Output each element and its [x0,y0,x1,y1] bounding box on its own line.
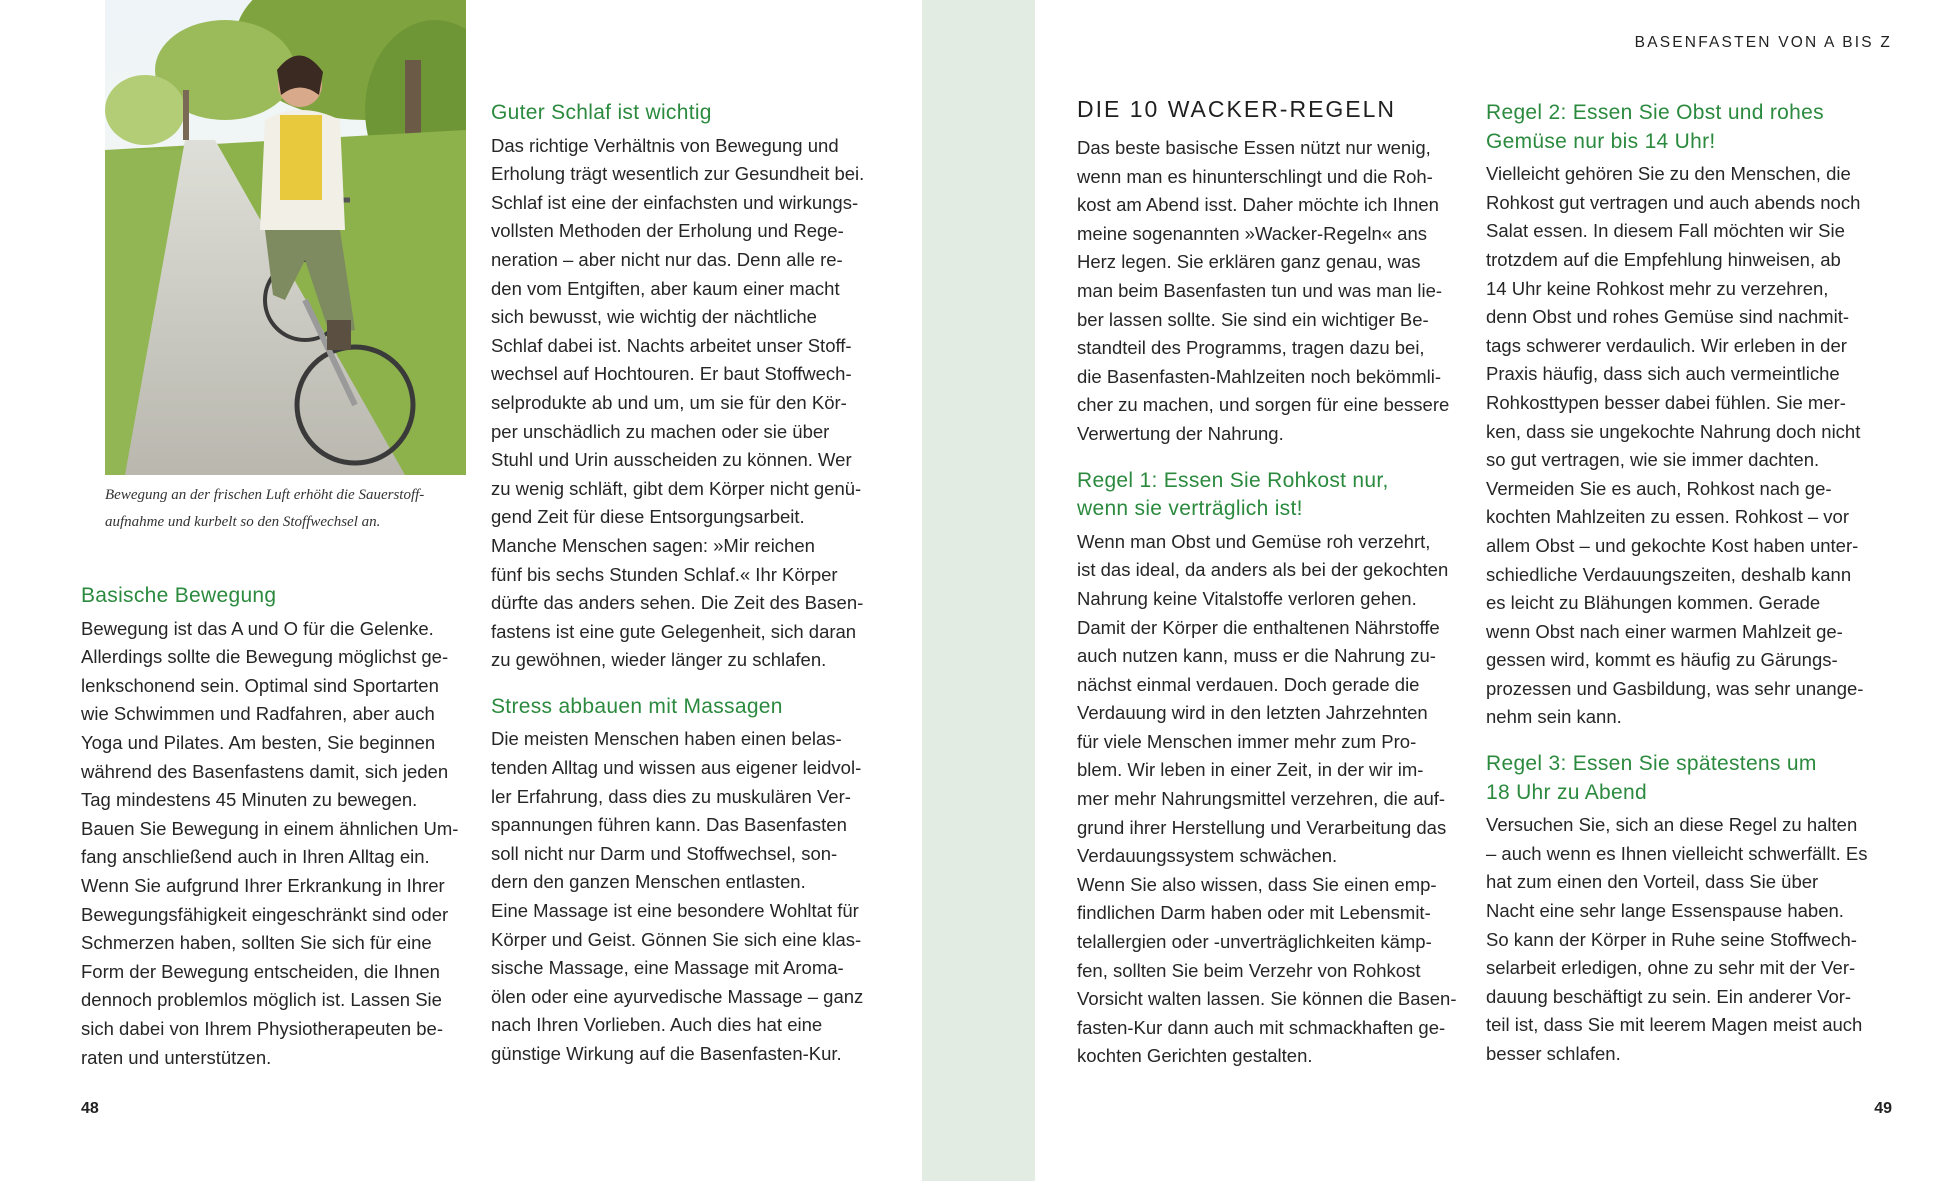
text-line: schiedliche Verdauungszeiten, deshalb kann [1486,563,1852,585]
text-line: lenkschonend sein. Optimal sind Sportarten [81,674,439,696]
text-line: besser schlafen. [1486,1043,1621,1064]
text-line: ist das ideal, da anders als bei der gekochten [1077,559,1449,581]
text-line: allem Obst – und gekochte Kost haben unter- [1486,534,1859,556]
text-line: Vermeiden Sie es auch, Rohkost nach ge- [1486,477,1832,499]
text-line: Schlaf ist eine der einfachsten und wirkungs- [491,191,859,213]
text-line: fastens ist eine gute Gelegenheit, sich daran [491,620,857,642]
text-line: kost am Abend isst. Daher möchte ich Ihnen [1077,194,1439,216]
text-line: günstige Wirkung auf die Basenfasten-Kur. [491,1043,842,1064]
text-line: dürfte das anders sehen. Die Zeit des Basen- [491,592,864,614]
text-line: den vom Entgiften, aber kaum einer macht [491,277,840,299]
chapter-title: DIE 10 WACKER-REGELN [1077,96,1397,122]
text-line: für viele Menschen immer mehr zum Pro- [1077,730,1417,752]
body-paragraph [1486,811,1881,1068]
heading-line: Regel 3: Essen Sie spätestens um [1486,752,1817,776]
text-line: meine sogenannten »Wacker-Regeln« ans [1077,222,1428,244]
text-line: Wenn Sie also wissen, dass Sie einen emp- [1077,873,1437,895]
body-paragraph [1077,871,1472,1071]
text-line: Stuhl und Urin ausscheiden zu können. Wer [491,449,852,471]
text-line: ölen oder eine ayurvedische Massage – ganz [491,985,864,1007]
text-line: fen, sollten Sie beim Verzehr von Rohkost [1077,959,1421,981]
text-line: cher zu machen, und sorgen für eine bessere [1077,394,1450,416]
text-line: Damit der Körper die enthaltenen Nährstoffe [1077,616,1440,638]
text-line: sich dabei von Ihrem Physiotherapeuten be- [81,1017,443,1039]
text-line: Schmerzen haben, sollten Sie sich für eine [81,932,432,954]
heading-line: Regel 2: Essen Sie Obst und rohes [1486,101,1824,124]
page-gutter [922,0,1035,1181]
left-page [0,0,922,1181]
text-line: selarbeit erledigen, ohne zu sehr mit der Ver- [1486,957,1856,979]
text-line: spannungen führen kann. Das Basenfasten [491,814,847,836]
text-line: blem. Wir leben in einer Zeit, in der wir im- [1077,759,1424,781]
section-heading: Stress abbauen mit Massagen [491,694,783,718]
body-paragraph [81,615,476,1073]
text-line: So kann der Körper in Ruhe seine Stoffwech- [1486,928,1857,950]
text-line: ber lassen sollte. Sie sind ein wichtiger Be- [1077,308,1429,330]
column-2 [491,99,886,1069]
text-line: fünf bis sechs Stunden Schlaf.« Ihr Körper [491,563,838,585]
text-line: standteil des Programms, tragen dazu bei, [1077,337,1425,359]
page-number: 48 [81,1100,99,1117]
caption-line: Bewegung an der frischen Luft erhöht die Sauerstoff- [105,487,425,503]
rule-heading [1486,750,1881,807]
text-line: tenden Alltag und wissen aus eigener leidvol- [491,757,862,779]
text-line: dern den ganzen Menschen entlasten. [491,871,806,893]
text-line: kochten Mahlzeiten zu essen. Rohkost – vor [1486,506,1849,528]
heading-line: Regel 1: Essen Sie Rohkost nur, [1077,468,1389,492]
text-line: Körper und Geist. Gönnen Sie sich eine klas- [491,928,862,950]
text-line: Die meisten Menschen haben einen belas- [491,728,842,750]
text-line: dauung beschäftigt zu sein. Ein anderer Vor- [1486,985,1852,1007]
text-line: – auch wenn es Ihnen vielleicht schwerfällt. Es [1486,842,1868,864]
text-line: auch nutzen kann, muss er die Nahrung zu- [1077,645,1436,667]
rule-heading [1077,467,1472,524]
text-line: gessen wird, kommt es häufig zu Gärungs- [1486,649,1838,671]
text-line: Form der Bewegung entscheiden, die Ihnen [81,960,440,982]
text-line: Yoga und Pilates. Am besten, Sie beginnen [81,731,436,753]
text-line: per unschädlich zu machen oder sie über [491,420,830,442]
text-line: neration – aber nicht nur das. Denn alle re- [491,248,843,270]
column-1 [81,582,476,1072]
text-line: raten und unterstützen. [81,1046,272,1068]
text-line: Wenn Sie aufgrund Ihrer Erkrankung in Ihrer [81,874,445,896]
heading-line: wenn sie verträglich ist! [1077,497,1303,521]
text-line: so gut vertragen, wie sie immer dachten. [1486,449,1820,471]
text-line: Praxis häufig, dass sich auch vermeintliche [1486,363,1840,385]
text-line: Vielleicht gehören Sie zu den Menschen, die [1486,163,1851,185]
text-line: Schlaf dabei ist. Nachts arbeitet unser Stoff- [491,334,852,356]
running-head: BASENFASTEN VON A BIS Z [1634,34,1892,51]
heading-line: Gemüse nur bis 14 Uhr! [1486,129,1716,153]
woman-riding-bicycle-photo [105,0,466,475]
body-paragraph [1077,134,1472,449]
body-paragraph [1077,528,1472,871]
body-paragraph [491,725,886,897]
text-line: trotzdem auf die Empfehlung hinweisen, ab [1486,248,1841,270]
text-line: Bewegung ist das A und O für die Gelenke. [81,617,434,639]
section-heading: Guter Schlaf ist wichtig [491,101,712,124]
text-line: wie Schwimmen und Radfahren, aber auch [81,703,435,725]
text-line: Herz legen. Sie erklären ganz genau, was [1077,251,1421,273]
column-3 [1077,94,1472,1071]
text-line: nach Ihren Vorlieben. Auch dies hat eine [491,1014,823,1036]
text-line: fang anschließend auch in Ihren Alltag ein. [81,846,430,868]
text-line: mer mehr Nahrungsmittel verzehren, die auf- [1077,788,1446,810]
heading-line: 18 Uhr zu Abend [1486,780,1647,804]
text-line: Erholung trägt wesentlich zur Gesundheit bei. [491,163,865,185]
text-line: Wenn man Obst und Gemüse roh verzehrt, [1077,530,1431,552]
text-line: wenn man es hinunterschlingt und die Roh- [1077,165,1433,187]
right-page [1035,0,1948,1181]
text-line: gend Zeit für diese Entsorgungsarbeit. [491,506,805,528]
text-line: soll nicht nur Darm und Stoffwechsel, son- [491,842,838,864]
text-line: Salat essen. In diesem Fall möchten wir Sie [1486,220,1845,242]
text-line: teil ist, dass Sie mit leerem Magen meist auch [1486,1014,1863,1036]
text-line: Allerdings sollte die Bewegung möglichst ge- [81,646,449,668]
text-line: findlichen Darm haben oder mit Lebensmit- [1077,902,1431,924]
photo-caption [105,482,460,536]
text-line: Vorsicht walten lassen. Sie können die Basen- [1077,988,1457,1010]
text-line: Verwertung der Nahrung. [1077,422,1284,444]
page-number: 49 [1874,1100,1892,1117]
text-line: die Basenfasten-Mahlzeiten noch bekömmli- [1077,365,1442,387]
caption-line: aufnahme und kurbelt so den Stoffwechsel an. [105,514,381,530]
text-line: 14 Uhr keine Rohkost mehr zu verzehren, [1486,277,1829,299]
text-line: Tag mindestens 45 Minuten zu bewegen. [81,789,418,811]
text-line: Bauen Sie Bewegung in einem ähnlichen Um- [81,817,459,839]
text-line: es leicht zu Blähungen kommen. Gerade [1486,592,1821,614]
column-4 [1486,99,1881,1069]
text-line: hat zum einen den Vorteil, dass Sie über [1486,871,1819,893]
text-line: Versuchen Sie, sich an diese Regel zu halten [1486,814,1858,836]
text-line: Verdauung wird in den letzten Jahrzehnten [1077,702,1428,724]
text-line: Das beste basische Essen nützt nur wenig, [1077,137,1431,158]
text-line: zu gewöhnen, wieder länger zu schlafen. [491,649,827,671]
text-line: Bewegungsfähigkeit eingeschränkt sind oder [81,903,449,925]
text-line: ken, dass sie ungekochte Nahrung doch nicht [1486,420,1861,442]
text-line: Eine Massage ist eine besondere Wohltat für [491,900,859,922]
text-line: vollsten Methoden der Erholung und Rege- [491,220,844,242]
text-line: selprodukte ab und um, um sie für den Kör- [491,391,847,413]
text-line: denn Obst und rohes Gemüse sind nachmit- [1486,306,1849,328]
text-line: wenn Obst nach einer warmen Mahlzeit ge- [1486,620,1843,642]
text-line: nehm sein kann. [1486,706,1622,728]
text-line: man beim Basenfasten tun und was man lie- [1077,279,1443,301]
text-line: dennoch problemlos möglich ist. Lassen Sie [81,989,442,1011]
text-line: prozessen und Gasbildung, was sehr unange- [1486,677,1864,699]
text-line: zu wenig schläft, gibt dem Körper nicht genü- [491,477,862,499]
text-line: nächst einmal verdauen. Doch gerade die [1077,673,1420,695]
text-line: Nahrung keine Vitalstoffe verloren gehen. [1077,587,1417,609]
body-paragraph [491,897,886,1069]
text-line: ler Erfahrung, dass dies zu muskulären Ver- [491,785,851,807]
text-line: sich bewusst, wie wichtig der nächtliche [491,306,817,328]
text-line: grund ihrer Herstellung und Verarbeitung das [1077,816,1447,838]
text-line: sische Massage, eine Massage mit Aroma- [491,957,844,979]
text-line: während des Basenfastens damit, sich jeden [81,760,449,782]
body-paragraph [491,132,886,675]
text-line: telallergien oder -unverträglichkeiten kämp- [1077,931,1432,953]
text-line: Rohkost gut vertragen und auch abends noch [1486,191,1861,213]
body-paragraph [1486,160,1881,732]
text-line: fasten-Kur dann auch mit schmackhaften ge- [1077,1016,1446,1038]
text-line: tags schwerer verdaulich. Wir erleben in der [1486,334,1847,356]
rule-heading [1486,99,1881,156]
text-line: Verdauungssystem schwächen. [1077,845,1338,867]
text-line: kochten Gerichten gestalten. [1077,1045,1313,1067]
text-line: Nacht eine sehr lange Essenspause haben. [1486,900,1844,922]
text-line: Rohkosttypen besser dabei fühlen. Sie mer- [1486,391,1846,413]
text-line: Das richtige Verhältnis von Bewegung und [491,134,839,156]
section-heading: Basische Bewegung [81,584,277,607]
text-line: Manche Menschen sagen: »Mir reichen [491,534,815,556]
text-line: wechsel auf Hochtouren. Er baut Stoffwech- [491,363,852,385]
